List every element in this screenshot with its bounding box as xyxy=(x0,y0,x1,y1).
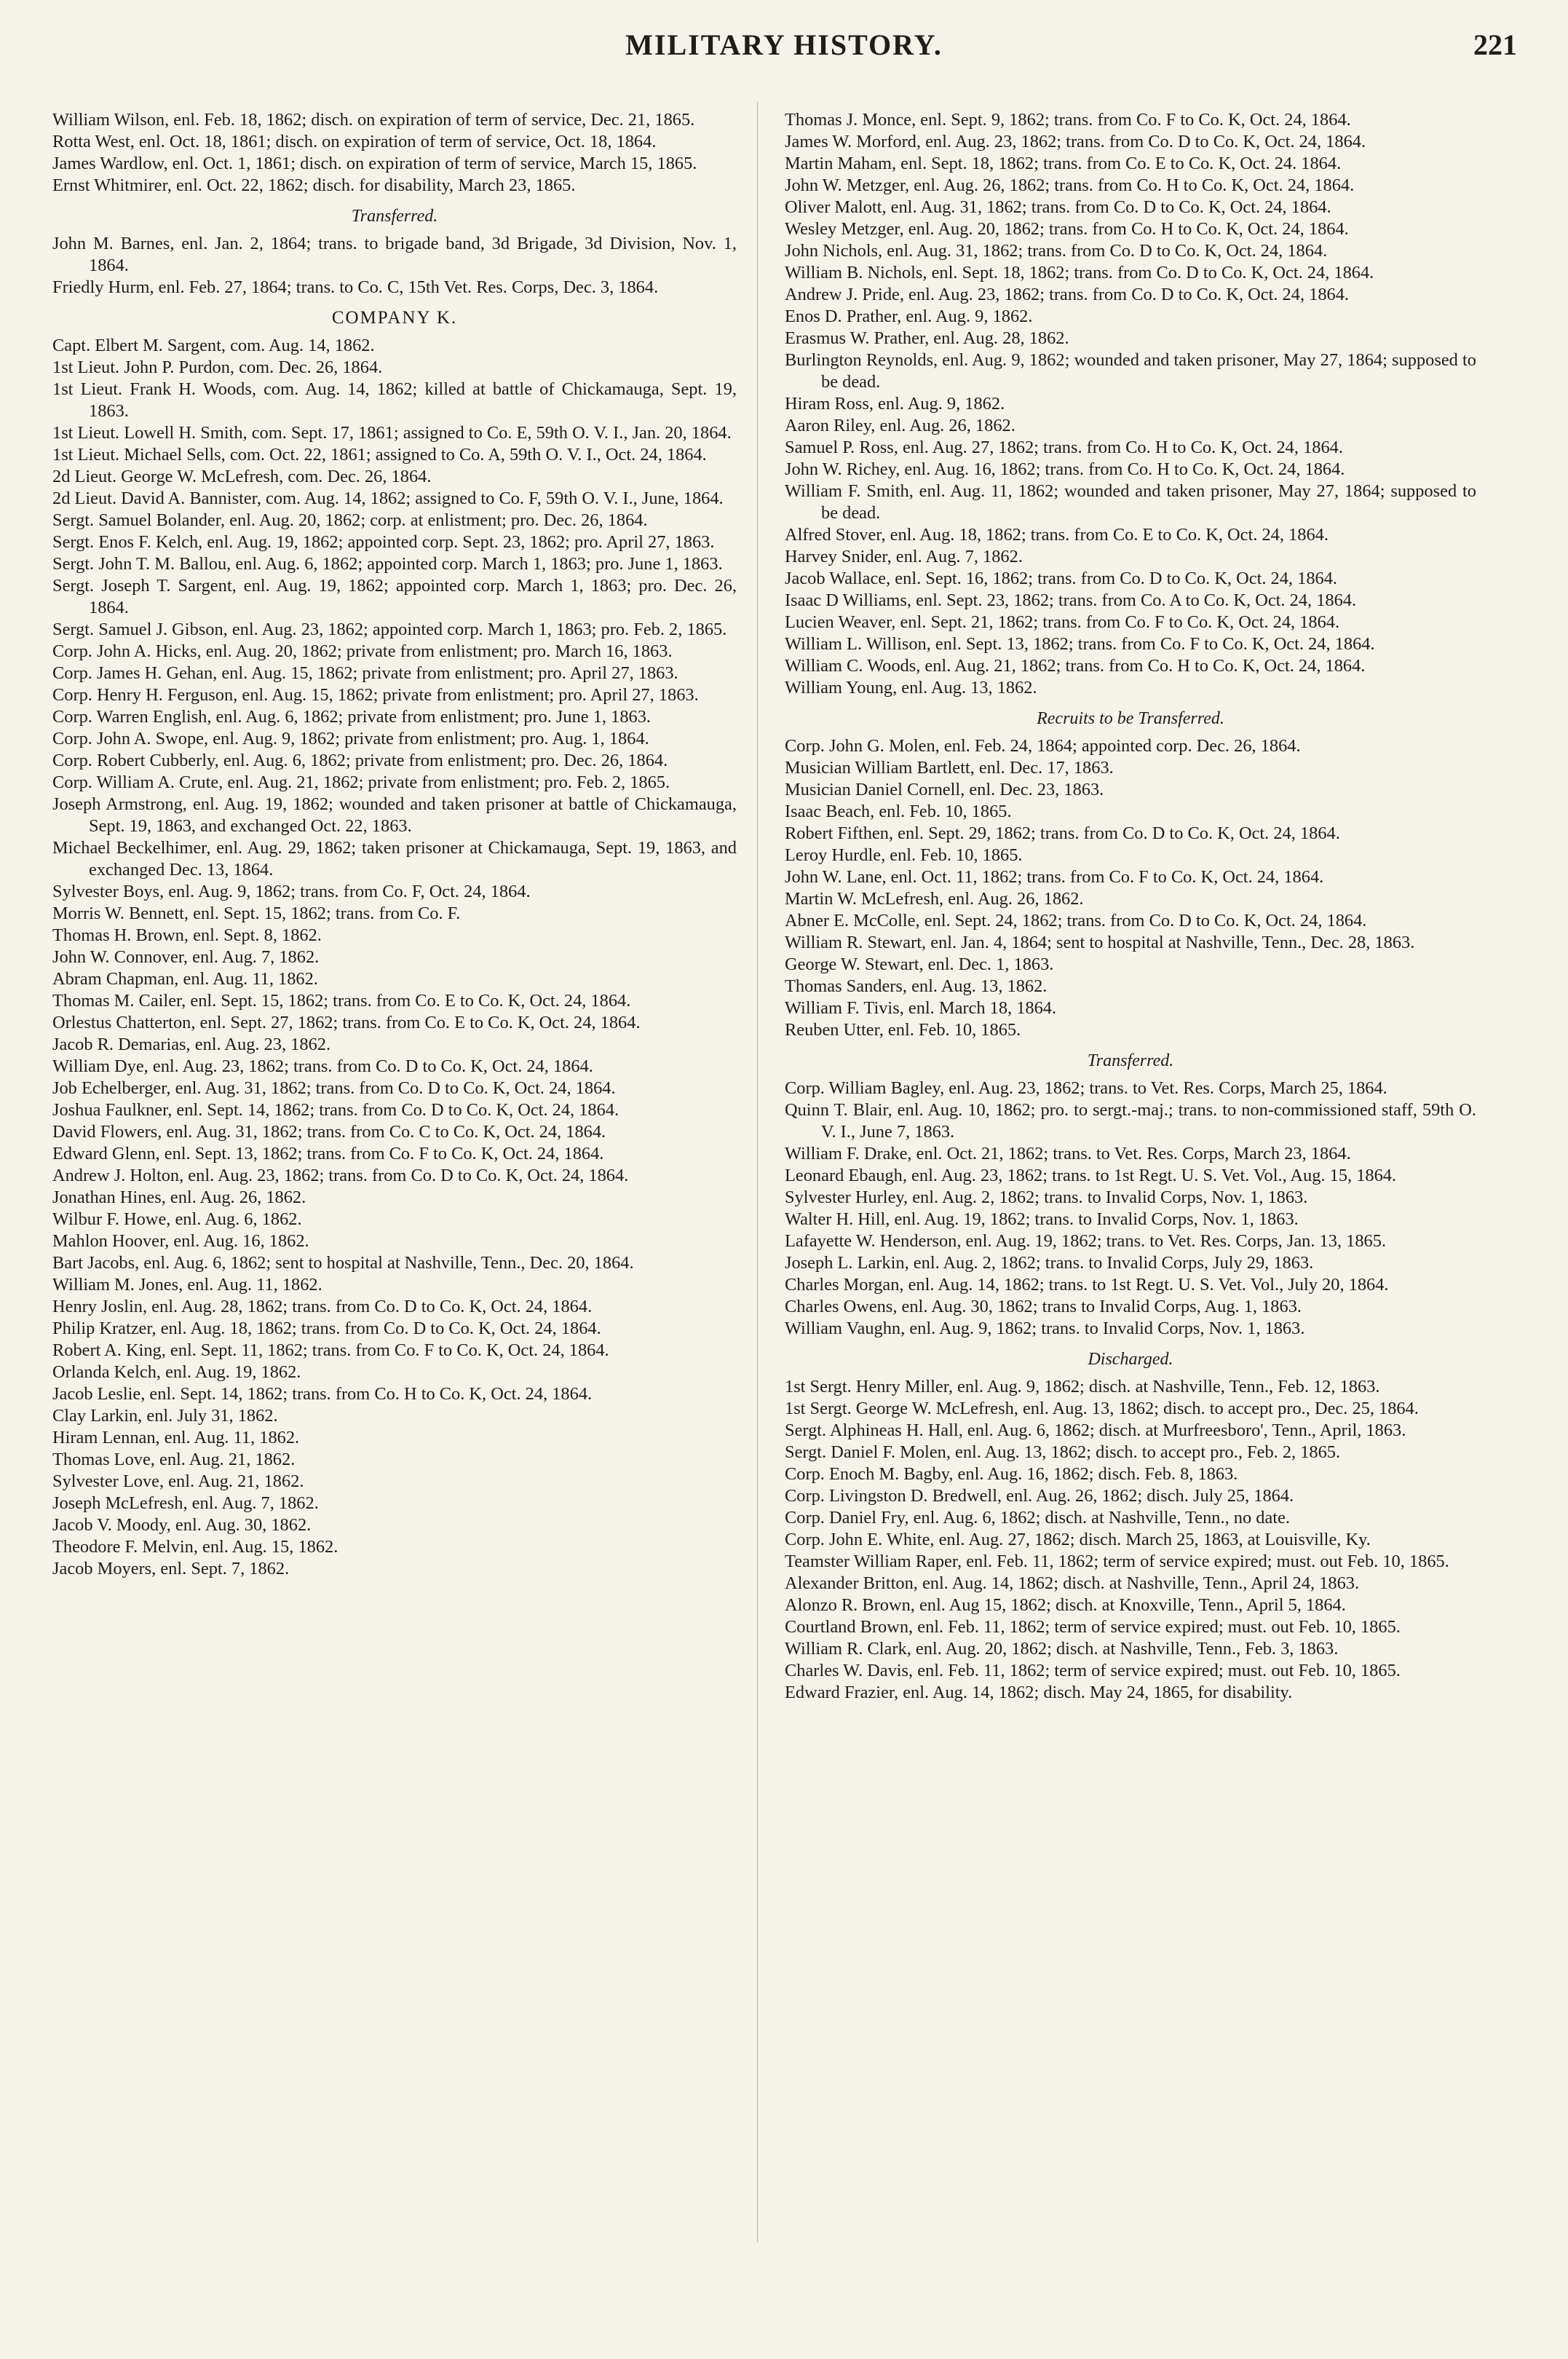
roster-entry: Aaron Riley, enl. Aug. 26, 1862. xyxy=(785,416,1015,435)
roster-entry: Corp. William Bagley, enl. Aug. 23, 1862; trans. to Vet. Res. Corps, March 25, 1864. xyxy=(785,1078,1387,1098)
roster-entry: Martin W. McLefresh, enl. Aug. 26, 1862. xyxy=(785,889,1084,909)
roster-entry: Sergt. Enos F. Kelch, enl. Aug. 19, 1862; appointed corp. Sept. 23, 1862; pro. April 27, 1863. xyxy=(52,532,715,552)
roster-entry: Martin Maham, enl. Sept. 18, 1862; trans. from Co. E to Co. K, Oct. 24. 1864. xyxy=(785,154,1342,173)
roster-entry: James Wardlow, enl. Oct. 1, 1861; disch. on expiration of term of service, March 15, 1865. xyxy=(52,154,697,173)
company-heading: COMPANY K. xyxy=(331,308,458,328)
roster-entry: Musician William Bartlett, enl. Dec. 17, 1863. xyxy=(785,758,1114,778)
roster-entry: Thomas M. Cailer, enl. Sept. 15, 1862; trans. from Co. E to Co. K, Oct. 24, 1864. xyxy=(52,991,631,1011)
roster-entry: Courtland Brown, enl. Feb. 11, 1862; term of service expired; must. out Feb. 10, 1865. xyxy=(785,1617,1401,1637)
roster-entry: Corp. Daniel Fry, enl. Aug. 6, 1862; disch. at Nashville, Tenn., no date. xyxy=(785,1508,1290,1528)
roster-entry: William Dye, enl. Aug. 23, 1862; trans. from Co. D to Co. K, Oct. 24, 1864. xyxy=(52,1056,593,1076)
column-divider xyxy=(757,102,758,2243)
section-heading: Recruits to be Transferred. xyxy=(1037,709,1224,728)
roster-entry: Corp. James H. Gehan, enl. Aug. 15, 1862; private from enlistment; pro. April 27, 1863. xyxy=(52,663,678,683)
roster-entry: Corp. Robert Cubberly, enl. Aug. 6, 1862; private from enlistment; pro. Dec. 26, 1864. xyxy=(52,751,668,770)
roster-entry: John W. Richey, enl. Aug. 16, 1862; trans. from Co. H to Co. K, Oct. 24, 1864. xyxy=(785,459,1345,479)
roster-entry: 1st Sergt. George W. McLefresh, enl. Aug. 13, 1862; disch. to accept pro., Dec. 25, 1864. xyxy=(785,1399,1419,1418)
roster-entry: Mahlon Hoover, enl. Aug. 16, 1862. xyxy=(52,1231,309,1251)
roster-entry: Friedly Hurm, enl. Feb. 27, 1864; trans. to Co. C, 15th Vet. Res. Corps, Dec. 3, 1864. xyxy=(52,277,659,297)
roster-entry: Rotta West, enl. Oct. 18, 1861; disch. on expiration of term of service, Oct. 18, 1864. xyxy=(52,132,657,151)
section-heading: Transferred. xyxy=(351,207,438,226)
roster-entry: Enos D. Prather, enl. Aug. 9, 1862. xyxy=(785,307,1033,326)
roster-entry: Teamster William Raper, enl. Feb. 11, 1862; term of service expired; must. out Feb. 10, 1865. xyxy=(785,1552,1449,1571)
roster-entry: William B. Nichols, enl. Sept. 18, 1862; trans. from Co. D to Co. K, Oct. 24, 1864. xyxy=(785,263,1374,282)
roster-entry: Walter H. Hill, enl. Aug. 19, 1862; trans. to Invalid Corps, Nov. 1, 1863. xyxy=(785,1209,1299,1229)
roster-entry: Burlington Reynolds, enl. Aug. 9, 1862; wounded and taken prisoner, May 27, 1864; supposed to be dead. xyxy=(785,350,1476,392)
roster-entry: Philip Kratzer, enl. Aug. 18, 1862; trans. from Co. D to Co. K, Oct. 24, 1864. xyxy=(52,1319,601,1338)
roster-entry: Sergt. Samuel Bolander, enl. Aug. 20, 1862; corp. at enlistment; pro. Dec. 26, 1864. xyxy=(52,510,648,530)
roster-entry: Jacob Wallace, enl. Sept. 16, 1862; trans. from Co. D to Co. K, Oct. 24, 1864. xyxy=(785,569,1338,588)
roster-entry: Alfred Stover, enl. Aug. 18, 1862; trans. from Co. E to Co. K, Oct. 24, 1864. xyxy=(785,525,1329,545)
roster-entry: Erasmus W. Prather, enl. Aug. 28, 1862. xyxy=(785,328,1069,348)
roster-entry: Reuben Utter, enl. Feb. 10, 1865. xyxy=(785,1020,1021,1040)
roster-entry: John M. Barnes, enl. Jan. 2, 1864; trans. to brigade band, 3d Brigade, 3d Division, Nov. 1, 1864. xyxy=(52,234,737,275)
roster-entry: Corp. John A. Swope, enl. Aug. 9, 1862; private from enlistment; pro. Aug. 1, 1864. xyxy=(52,729,649,748)
roster-entry: 2d Lieut. David A. Bannister, com. Aug. 14, 1862; assigned to Co. F, 59th O. V. I., June, 1864. xyxy=(52,489,724,508)
roster-entry: Quinn T. Blair, enl. Aug. 10, 1862; pro. to sergt.-maj.; trans. to non-commissioned staff, 59th O. V. I., June 7, 1863. xyxy=(785,1100,1476,1142)
roster-entry: Sergt. Daniel F. Molen, enl. Aug. 13, 1862; disch. to accept pro., Feb. 2, 1865. xyxy=(785,1442,1341,1462)
roster-entry: William M. Jones, enl. Aug. 11, 1862. xyxy=(52,1275,322,1295)
roster-entry: Sylvester Love, enl. Aug. 21, 1862. xyxy=(52,1471,304,1491)
roster-entry: William Vaughn, enl. Aug. 9, 1862; trans. to Invalid Corps, Nov. 1, 1863. xyxy=(785,1319,1305,1338)
roster-entry: William L. Willison, enl. Sept. 13, 1862; trans. from Co. F to Co. K, Oct. 24, 1864. xyxy=(785,634,1375,654)
roster-entry: Corp. John E. White, enl. Aug. 27, 1862; disch. March 25, 1863, at Louisville, Ky. xyxy=(785,1530,1371,1549)
roster-entry: Michael Beckelhimer, enl. Aug. 29, 1862; taken prisoner at Chickamauga, Sept. 19, 1863, and exchanged Dec. 13, 1864. xyxy=(52,838,737,880)
roster-entry: Corp. William A. Crute, enl. Aug. 21, 1862; private from enlistment; pro. Feb. 2, 1865. xyxy=(52,772,670,792)
roster-entry: Lafayette W. Henderson, enl. Aug. 19, 1862; trans. to Vet. Res. Corps, Jan. 13, 1865. xyxy=(785,1231,1387,1251)
roster-entry: Sylvester Hurley, enl. Aug. 2, 1862; trans. to Invalid Corps, Nov. 1, 1863. xyxy=(785,1188,1308,1207)
right-column xyxy=(785,109,1476,1704)
section-heading: Transferred. xyxy=(1087,1051,1174,1070)
roster-entry: William F. Drake, enl. Oct. 21, 1862; trans. to Vet. Res. Corps, March 23, 1864. xyxy=(785,1144,1351,1163)
roster-entry: Joseph Armstrong, enl. Aug. 19, 1862; wounded and taken prisoner at battle of Chickamauga, Sept. 19, 1863, and exchanged Oct. 22, 1863. xyxy=(52,794,737,836)
roster-entry: John W. Lane, enl. Oct. 11, 1862; trans. from Co. F to Co. K, Oct. 24, 1864. xyxy=(785,867,1324,887)
roster-entry: Andrew J. Pride, enl. Aug. 23, 1862; trans. from Co. D to Co. K, Oct. 24, 1864. xyxy=(785,285,1350,304)
roster-entry: William Young, enl. Aug. 13, 1862. xyxy=(785,678,1037,698)
roster-entry: Thomas Love, enl. Aug. 21, 1862. xyxy=(52,1450,296,1469)
roster-entry: Samuel P. Ross, enl. Aug. 27, 1862; trans. from Co. H to Co. K, Oct. 24, 1864. xyxy=(785,438,1343,457)
roster-entry: Leonard Ebaugh, enl. Aug. 23, 1862; trans. to 1st Regt. U. S. Vet. Vol., Aug. 15, 1864. xyxy=(785,1166,1397,1185)
roster-entry: Jacob Moyers, enl. Sept. 7, 1862. xyxy=(52,1559,290,1578)
roster-entry: 1st Lieut. John P. Purdon, com. Dec. 26, 1864. xyxy=(52,357,383,377)
roster-entry: Leroy Hurdle, enl. Feb. 10, 1865. xyxy=(785,845,1023,865)
roster-entry: 1st Lieut. Michael Sells, com. Oct. 22, 1861; assigned to Co. A, 59th O. V. I., Oct. 24, 1864. xyxy=(52,445,707,465)
roster-entry: Jacob Leslie, enl. Sept. 14, 1862; trans. from Co. H to Co. K, Oct. 24, 1864. xyxy=(52,1384,593,1404)
roster-entry: John Nichols, enl. Aug. 31, 1862; trans. from Co. D to Co. K, Oct. 24, 1864. xyxy=(785,241,1328,261)
roster-entry: Isaac Beach, enl. Feb. 10, 1865. xyxy=(785,802,1012,821)
roster-entry: Hiram Ross, enl. Aug. 9, 1862. xyxy=(785,394,1005,414)
roster-entry: William F. Tivis, enl. March 18, 1864. xyxy=(785,998,1057,1018)
roster-entry: Bart Jacobs, enl. Aug. 6, 1862; sent to hospital at Nashville, Tenn., Dec. 20, 1864. xyxy=(52,1253,634,1273)
roster-entry: Joseph L. Larkin, enl. Aug. 2, 1862; trans. to Invalid Corps, July 29, 1863. xyxy=(785,1253,1314,1273)
roster-entry: Morris W. Bennett, enl. Sept. 15, 1862; trans. from Co. F. xyxy=(52,904,461,923)
roster-entry: Alonzo R. Brown, enl. Aug 15, 1862; disch. at Knoxville, Tenn., April 5, 1864. xyxy=(785,1595,1346,1615)
roster-entry: Charles Morgan, enl. Aug. 14, 1862; trans. to 1st Regt. U. S. Vet. Vol., July 20, 1864. xyxy=(785,1275,1389,1295)
roster-entry: William F. Smith, enl. Aug. 11, 1862; wounded and taken prisoner, May 27, 1864; supposed to be dead. xyxy=(785,481,1476,523)
roster-entry: William C. Woods, enl. Aug. 21, 1862; trans. from Co. H to Co. K, Oct. 24, 1864. xyxy=(785,656,1366,676)
roster-entry: 1st Lieut. Lowell H. Smith, com. Sept. 17, 1861; assigned to Co. E, 59th O. V. I., Jan. 20, 1864. xyxy=(52,423,732,443)
roster-entry: Joshua Faulkner, enl. Sept. 14, 1862; trans. from Co. D to Co. K, Oct. 24, 1864. xyxy=(52,1100,619,1120)
roster-entry: Wesley Metzger, enl. Aug. 20, 1862; trans. from Co. H to Co. K, Oct. 24, 1864. xyxy=(785,219,1349,239)
roster-entry: Edward Glenn, enl. Sept. 13, 1862; trans. from Co. F to Co. K, Oct. 24, 1864. xyxy=(52,1144,604,1163)
roster-entry: Jacob V. Moody, enl. Aug. 30, 1862. xyxy=(52,1515,312,1535)
page-header xyxy=(44,28,1524,71)
roster-entry: Sergt. Joseph T. Sargent, enl. Aug. 19, 1862; appointed corp. March 1, 1863; pro. Dec. 26, 1864. xyxy=(52,576,737,617)
page-title: MILITARY HISTORY. xyxy=(625,28,943,61)
roster-entry: Thomas J. Monce, enl. Sept. 9, 1862; trans. from Co. F to Co. K, Oct. 24, 1864. xyxy=(785,110,1351,130)
roster-entry: Andrew J. Holton, enl. Aug. 23, 1862; trans. from Co. D to Co. K, Oct. 24, 1864. xyxy=(52,1166,629,1185)
roster-entry: Clay Larkin, enl. July 31, 1862. xyxy=(52,1406,278,1426)
roster-entry: William R. Stewart, enl. Jan. 4, 1864; sent to hospital at Nashville, Tenn., Dec. 28, 1863. xyxy=(785,933,1415,952)
roster-entry: Thomas H. Brown, enl. Sept. 8, 1862. xyxy=(52,925,322,945)
roster-entry: 1st Lieut. Frank H. Woods, com. Aug. 14, 1862; killed at battle of Chickamauga, Sept. 19, 1863. xyxy=(52,379,737,421)
page-number: 221 xyxy=(1473,28,1517,61)
roster-entry: Sylvester Boys, enl. Aug. 9, 1862; trans. from Co. F, Oct. 24, 1864. xyxy=(52,882,531,901)
roster-entry: Edward Frazier, enl. Aug. 14, 1862; disch. May 24, 1865, for disability. xyxy=(785,1683,1293,1702)
roster-entry: Orlanda Kelch, enl. Aug. 19, 1862. xyxy=(52,1362,301,1382)
roster-entry: Corp. John G. Molen, enl. Feb. 24, 1864; appointed corp. Dec. 26, 1864. xyxy=(785,736,1301,756)
roster-entry: Sergt. John T. M. Ballou, enl. Aug. 6, 1862; appointed corp. March 1, 1863; pro. June 1, 1863. xyxy=(52,554,723,574)
roster-entry: Isaac D Williams, enl. Sept. 23, 1862; trans. from Co. A to Co. K, Oct. 24, 1864. xyxy=(785,590,1357,610)
section-heading: Discharged. xyxy=(1088,1350,1173,1369)
roster-entry: Robert A. King, enl. Sept. 11, 1862; trans. from Co. F to Co. K, Oct. 24, 1864. xyxy=(52,1340,609,1360)
left-column xyxy=(52,109,737,1580)
roster-entry: John W. Metzger, enl. Aug. 26, 1862; trans. from Co. H to Co. K, Oct. 24, 1864. xyxy=(785,175,1355,195)
roster-entry: 2d Lieut. George W. McLefresh, com. Dec. 26, 1864. xyxy=(52,467,432,486)
roster-entry: William Wilson, enl. Feb. 18, 1862; disch. on expiration of term of service, Dec. 21, 1865. xyxy=(52,110,695,130)
roster-entry: Corp. Henry H. Ferguson, enl. Aug. 15, 1862; private from enlistment; pro. April 27, 1863. xyxy=(52,685,699,705)
roster-entry: Harvey Snider, enl. Aug. 7, 1862. xyxy=(785,547,1023,566)
roster-entry: 1st Sergt. Henry Miller, enl. Aug. 9, 1862; disch. at Nashville, Tenn., Feb. 12, 1863. xyxy=(785,1377,1380,1396)
roster-entry: Orlestus Chatterton, enl. Sept. 27, 1862; trans. from Co. E to Co. K, Oct. 24, 1864. xyxy=(52,1013,641,1032)
roster-entry: Joseph McLefresh, enl. Aug. 7, 1862. xyxy=(52,1493,319,1513)
roster-entry: Henry Joslin, enl. Aug. 28, 1862; trans. from Co. D to Co. K, Oct. 24, 1864. xyxy=(52,1297,593,1316)
roster-entry: Lucien Weaver, enl. Sept. 21, 1862; trans. from Co. F to Co. K, Oct. 24, 1864. xyxy=(785,612,1340,632)
roster-entry: Musician Daniel Cornell, enl. Dec. 23, 1863. xyxy=(785,780,1104,799)
roster-entry: John W. Connover, enl. Aug. 7, 1862. xyxy=(52,947,320,967)
roster-entry: David Flowers, enl. Aug. 31, 1862; trans. from Co. C to Co. K, Oct. 24, 1864. xyxy=(52,1122,606,1142)
roster-entry: Robert Fifthen, enl. Sept. 29, 1862; trans. from Co. D to Co. K, Oct. 24, 1864. xyxy=(785,823,1340,843)
roster-entry: Abner E. McColle, enl. Sept. 24, 1862; trans. from Co. D to Co. K, Oct. 24, 1864. xyxy=(785,911,1367,930)
roster-entry: Jacob R. Demarias, enl. Aug. 23, 1862. xyxy=(52,1035,331,1054)
roster-entry: Hiram Lennan, enl. Aug. 11, 1862. xyxy=(52,1428,300,1447)
roster-entry: Wilbur F. Howe, enl. Aug. 6, 1862. xyxy=(52,1209,302,1229)
roster-entry: Charles W. Davis, enl. Feb. 11, 1862; term of service expired; must. out Feb. 10, 1865. xyxy=(785,1661,1401,1680)
roster-entry: William R. Clark, enl. Aug. 20, 1862; disch. at Nashville, Tenn., Feb. 3, 1863. xyxy=(785,1639,1339,1659)
roster-entry: Sergt. Alphineas H. Hall, enl. Aug. 6, 1862; disch. at Murfreesboro', Tenn., April, 1863. xyxy=(785,1420,1406,1440)
roster-entry: Corp. Livingston D. Bredwell, enl. Aug. 26, 1862; disch. July 25, 1864. xyxy=(785,1486,1294,1506)
roster-entry: Theodore F. Melvin, enl. Aug. 15, 1862. xyxy=(52,1537,338,1557)
roster-entry: Ernst Whitmirer, enl. Oct. 22, 1862; disch. for disability, March 23, 1865. xyxy=(52,175,576,195)
roster-entry: Corp. Warren English, enl. Aug. 6, 1862; private from enlistment; pro. June 1, 1863. xyxy=(52,707,652,727)
roster-entry: Abram Chapman, enl. Aug. 11, 1862. xyxy=(52,969,318,989)
roster-entry: Corp. Enoch M. Bagby, enl. Aug. 16, 1862; disch. Feb. 8, 1863. xyxy=(785,1464,1238,1484)
roster-entry: Jonathan Hines, enl. Aug. 26, 1862. xyxy=(52,1188,306,1207)
roster-entry: James W. Morford, enl. Aug. 23, 1862; trans. from Co. D to Co. K, Oct. 24, 1864. xyxy=(785,132,1366,151)
roster-entry: Oliver Malott, enl. Aug. 31, 1862; trans. from Co. D to Co. K, Oct. 24, 1864. xyxy=(785,197,1331,217)
roster-entry: Thomas Sanders, enl. Aug. 13, 1862. xyxy=(785,976,1048,996)
roster-entry: Alexander Britton, enl. Aug. 14, 1862; disch. at Nashville, Tenn., April 24, 1863. xyxy=(785,1573,1360,1593)
roster-entry: Corp. John A. Hicks, enl. Aug. 20, 1862; private from enlistment; pro. March 16, 1863. xyxy=(52,641,673,661)
roster-entry: George W. Stewart, enl. Dec. 1, 1863. xyxy=(785,955,1054,974)
roster-entry: Capt. Elbert M. Sargent, com. Aug. 14, 1862. xyxy=(52,336,375,355)
roster-entry: Job Echelberger, enl. Aug. 31, 1862; trans. from Co. D to Co. K, Oct. 24, 1864. xyxy=(52,1078,616,1098)
roster-entry: Charles Owens, enl. Aug. 30, 1862; trans to Invalid Corps, Aug. 1, 1863. xyxy=(785,1297,1302,1316)
roster-entry: Sergt. Samuel J. Gibson, enl. Aug. 23, 1862; appointed corp. March 1, 1863; pro. Feb. 2, 1865. xyxy=(52,620,727,639)
